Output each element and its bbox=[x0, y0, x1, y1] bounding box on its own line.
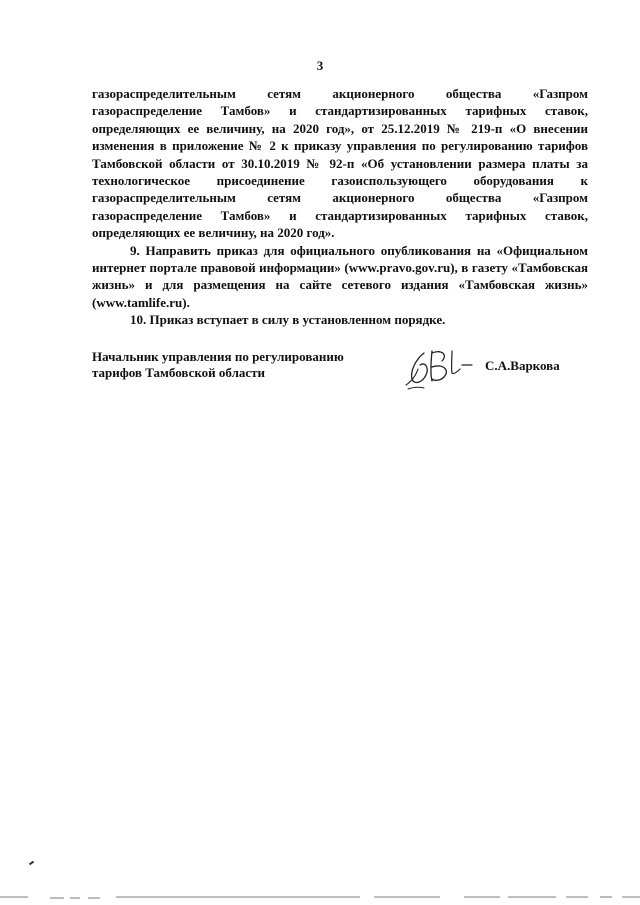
signatory-name: С.А.Варкова bbox=[485, 358, 560, 373]
signatory-title-line-2: тарифов Тамбовской области bbox=[92, 365, 266, 380]
signatory-title bbox=[92, 349, 344, 381]
paragraph-continuation: газораспределительным сетям акционерного общества «Газпром газораспределение Тамбов» и стандартизированных тарифных ставок, определяющих ее величину, на 2020 год», от 25.12.2019 № 219-п «О внесении изменения в приложение № 2 к приказу управления по регулированию тарифов Тамбовской области от 30.10.2019 № 92-п «Об установлении размера платы за технологическое присоединение газоиспользующего оборудования к газораспределительным сетям акционерного общества «Газпром газораспределение Тамбов» и стандартизированных тарифных ставок, определяющих ее величину, на 2020 год». bbox=[92, 86, 588, 241]
handwritten-signature bbox=[402, 345, 482, 393]
paragraph-item-10: 10. Приказ вступает в силу в установленном порядке. bbox=[130, 312, 446, 328]
scan-edge-lines bbox=[0, 893, 640, 901]
paragraph-item-9: 9. Направить приказ для официального опубликования на «Официальном интернет портале правовой информации» (www.pravo.gov.ru), в газету «Тамбовская жизнь» и для размещения на сайте сетевого издания «Тамбовская жизнь» (www.tamlife.ru). bbox=[92, 242, 588, 310]
document-body bbox=[92, 85, 588, 329]
scan-artifact bbox=[29, 861, 34, 866]
signatory-title-line-1: Начальник управления по регулированию bbox=[92, 349, 344, 364]
signature-block bbox=[92, 349, 588, 399]
page-number: 3 bbox=[316, 58, 324, 73]
